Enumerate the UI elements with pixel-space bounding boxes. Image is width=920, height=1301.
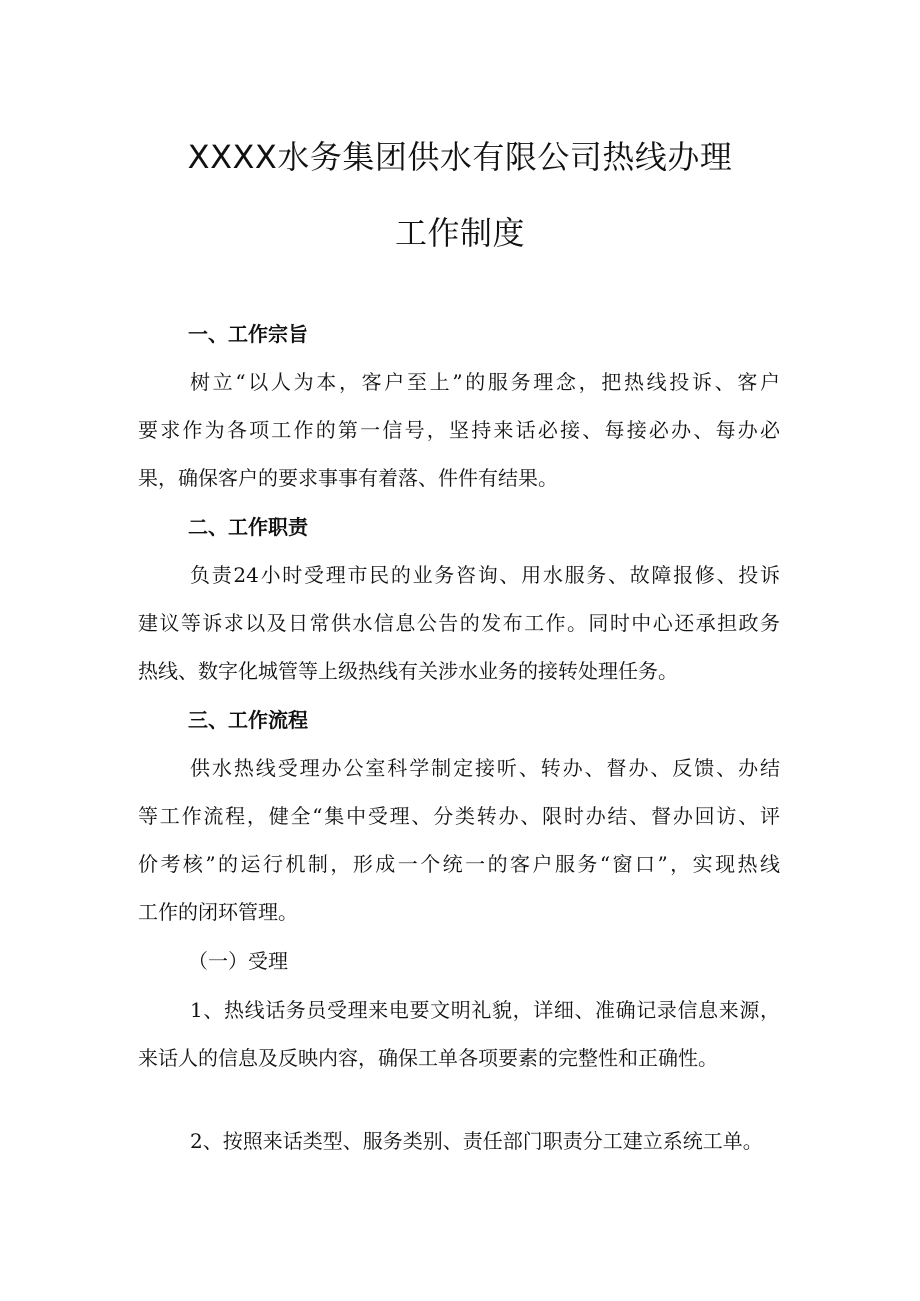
paragraph-line: 1、热线话务员受理来电要文明礼貌，详细、准确记录信息来源， (190, 998, 780, 1022)
section-heading-process: 三、工作流程 (188, 708, 308, 732)
document-title-line1: XXXX水务集团供水有限公司热线办理 (187, 138, 733, 176)
document-title-line2: 工作制度 (394, 214, 525, 252)
paragraph-line: 等工作流程，健全“集中受理、分类转办、限时办结、督办回访、评 (138, 804, 780, 828)
paragraph-line: 建议等诉求以及日常供水信息公告的发布工作。同时中心还承担政务 (138, 611, 780, 635)
paragraph-line: 供水热线受理办公室科学制定接听、转办、督办、反馈、办结 (190, 756, 780, 780)
paragraph-line: 负责24小时受理市民的业务咨询、用水服务、故障报修、投诉 (190, 563, 780, 587)
section-heading-purpose: 一、工作宗旨 (188, 322, 308, 346)
paragraph-line: 来话人的信息及反映内容，确保工单各项要素的完整性和正确性。 (138, 1046, 718, 1070)
paragraph-line: 2、按照来话类型、服务类别、责任部门职责分工建立系统工单。 (190, 1129, 763, 1153)
paragraph-line: 价考核”的运行机制，形成一个统一的客户服务“窗口”，实现热线 (138, 852, 780, 876)
paragraph-line: 果，确保客户的要求事事有着落、件件有结果。 (138, 466, 558, 490)
paragraph-line: 要求作为各项工作的第一信号，坚持来话必接、每接必办、每办必 (138, 418, 780, 442)
subsection-heading-acceptance: （一）受理 (188, 949, 288, 973)
paragraph-line: 工作的闭环管理。 (138, 900, 298, 924)
section-heading-duties: 二、工作职责 (188, 515, 308, 539)
paragraph-line: 热线、数字化城管等上级热线有关涉水业务的接转处理任务。 (138, 659, 678, 683)
paragraph-line: 树立“以人为本，客户至上”的服务理念，把热线投诉、客户 (190, 370, 780, 394)
